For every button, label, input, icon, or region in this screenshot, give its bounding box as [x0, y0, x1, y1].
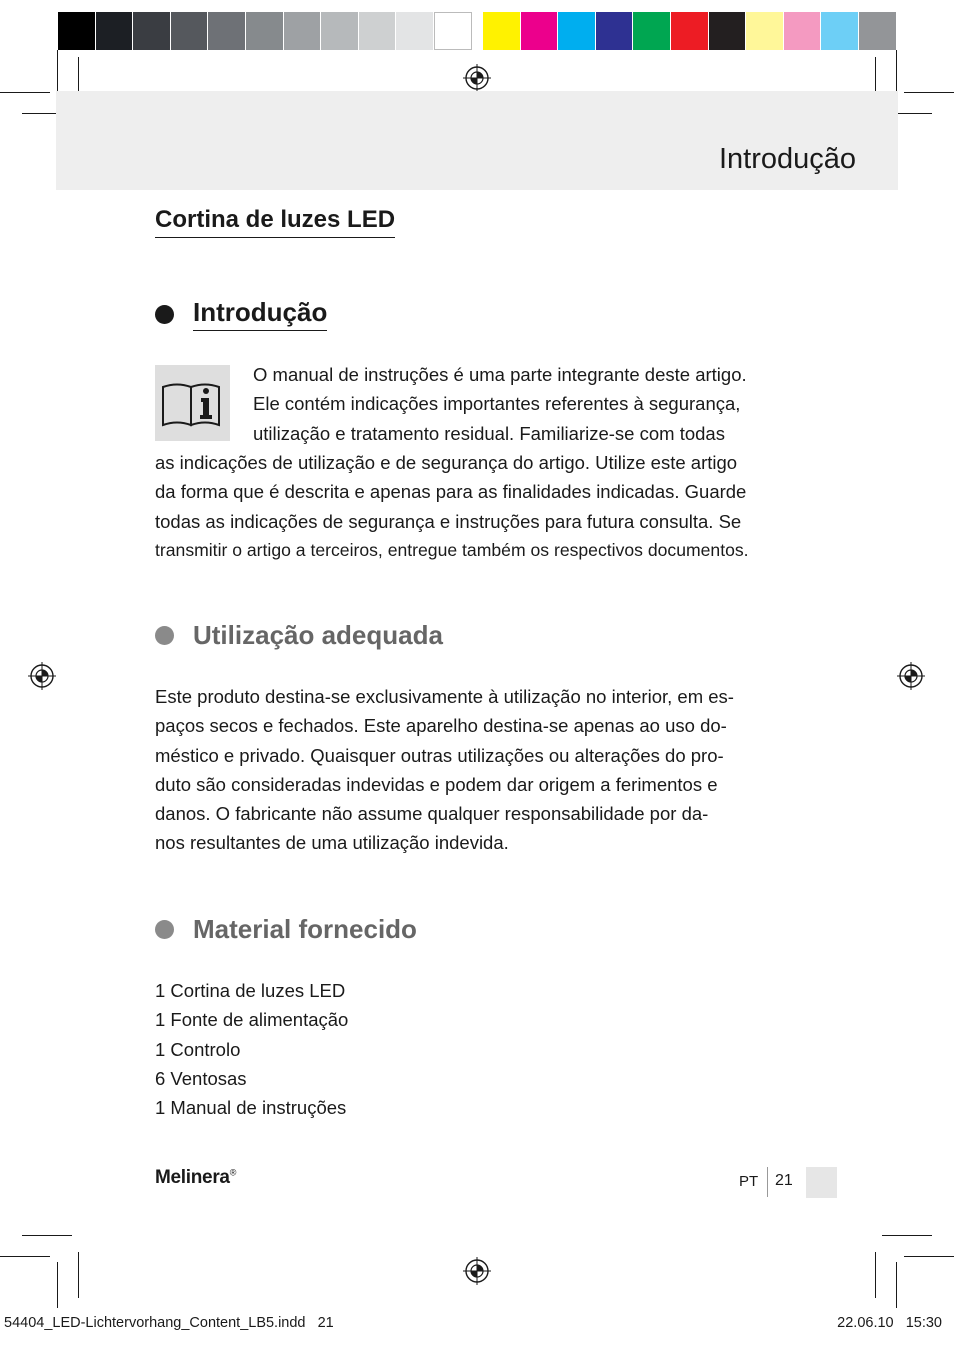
color-swatch	[558, 12, 596, 50]
registration-mark-icon	[896, 661, 926, 691]
gray-swatch	[434, 12, 472, 50]
crop-mark	[896, 50, 897, 96]
list-item: 1 Fonte de alimentação	[155, 1009, 349, 1031]
header-title: Introdução	[718, 143, 856, 175]
text-line: O manual de instruções é uma parte integrante deste artigo.	[253, 364, 747, 385]
crop-mark	[57, 1262, 58, 1308]
color-swatch	[596, 12, 634, 50]
text-line: nos resultantes de uma utilização indevida.	[155, 832, 509, 854]
slug-datetime: 22.06.10 15:30	[837, 1315, 942, 1331]
registration-mark-icon	[462, 63, 492, 93]
usage-paragraph	[155, 682, 805, 858]
color-swatch	[671, 12, 709, 50]
bullet-icon	[155, 626, 174, 645]
list-item: 1 Cortina de luzes LED	[155, 980, 346, 1001]
gray-swatch	[171, 12, 209, 50]
color-swatch	[784, 12, 822, 50]
text-line: todas as indicações de segurança e instruções para futura consulta. Se	[155, 510, 742, 532]
crop-mark	[904, 1256, 954, 1257]
crop-mark	[0, 1256, 50, 1257]
color-swatch	[633, 12, 671, 50]
text-line: paços secos e fechados. Este aparelho destina-se apenas ao uso do-	[155, 715, 727, 737]
language-code: PT	[739, 1173, 759, 1190]
color-swatch	[746, 12, 784, 50]
gray-swatch	[246, 12, 284, 50]
supplied-list	[155, 976, 348, 1122]
page-number: 21	[775, 1172, 793, 1189]
color-swatch	[709, 12, 747, 50]
page-tab-marker	[806, 1167, 837, 1198]
brand-logo	[155, 1167, 236, 1189]
intro-paragraph-wrapped	[253, 360, 813, 448]
brand-name: Melinera	[155, 1167, 230, 1188]
bullet-icon	[155, 920, 174, 939]
color-swatch	[483, 12, 521, 50]
text-line: Este produto destina-se exclusivamente à utilização no interior, em es-	[155, 686, 734, 707]
section-heading-text: Introdução	[193, 297, 327, 331]
manual-info-icon	[155, 365, 230, 441]
color-swatch	[521, 12, 559, 50]
color-swatch	[859, 12, 897, 50]
section-heading-supplied	[155, 914, 417, 945]
slug-filename: 54404_LED-Lichtervorhang_Content_LB5.indd 21	[4, 1315, 334, 1331]
color-swatch	[821, 12, 859, 50]
gray-swatch	[208, 12, 246, 50]
gray-swatch	[133, 12, 171, 50]
crop-mark	[896, 1262, 897, 1308]
crop-mark	[904, 92, 954, 93]
text-line: Ele contém indicações importantes referentes à segurança,	[253, 393, 741, 415]
crop-mark	[22, 1235, 72, 1236]
text-line: danos. O fabricante não assume qualquer responsabilidade por da-	[155, 803, 709, 825]
registration-mark-icon	[462, 1256, 492, 1286]
crop-mark	[0, 92, 50, 93]
gray-swatch	[96, 12, 134, 50]
registered-mark: ®	[229, 1167, 237, 1178]
gray-swatch	[396, 12, 434, 50]
document-title: Cortina de luzes LED	[155, 206, 395, 238]
page-separator	[767, 1167, 768, 1197]
intro-paragraph	[155, 448, 805, 565]
text-line: méstico e privado. Quaisquer outras utilizações ou alterações do pro-	[155, 744, 724, 766]
bullet-icon	[155, 305, 174, 324]
crop-mark	[57, 50, 58, 96]
gray-swatch	[321, 12, 359, 50]
text-line: duto são consideradas indevidas e podem dar origem a ferimentos e	[155, 773, 718, 795]
crop-mark	[882, 1235, 932, 1236]
gray-swatch	[284, 12, 322, 50]
list-item: 1 Manual de instruções	[155, 1097, 347, 1119]
section-heading-intro	[155, 297, 327, 331]
list-item: 6 Ventosas	[155, 1067, 247, 1089]
text-line: da forma que é descrita e apenas para as finalidades indicadas. Guarde	[155, 481, 747, 503]
gray-swatch	[58, 12, 96, 50]
section-heading-text: Material fornecido	[193, 914, 417, 944]
gray-swatch	[359, 12, 397, 50]
gray-calibration-bar	[58, 12, 472, 50]
section-heading-usage	[155, 620, 443, 651]
crop-mark	[78, 1252, 79, 1298]
text-line: transmitir o artigo a terceiros, entregue também os respectivos documentos.	[155, 539, 749, 560]
text-line: as indicações de utilização e de segurança do artigo. Utilize este artigo	[155, 452, 738, 473]
crop-mark	[875, 1252, 876, 1298]
list-item: 1 Controlo	[155, 1038, 241, 1060]
section-heading-text: Utilização adequada	[193, 620, 443, 650]
color-calibration-bar	[483, 12, 897, 50]
registration-mark-icon	[27, 661, 57, 691]
text-line: utilização e tratamento residual. Familiarize-se com todas	[253, 422, 725, 444]
